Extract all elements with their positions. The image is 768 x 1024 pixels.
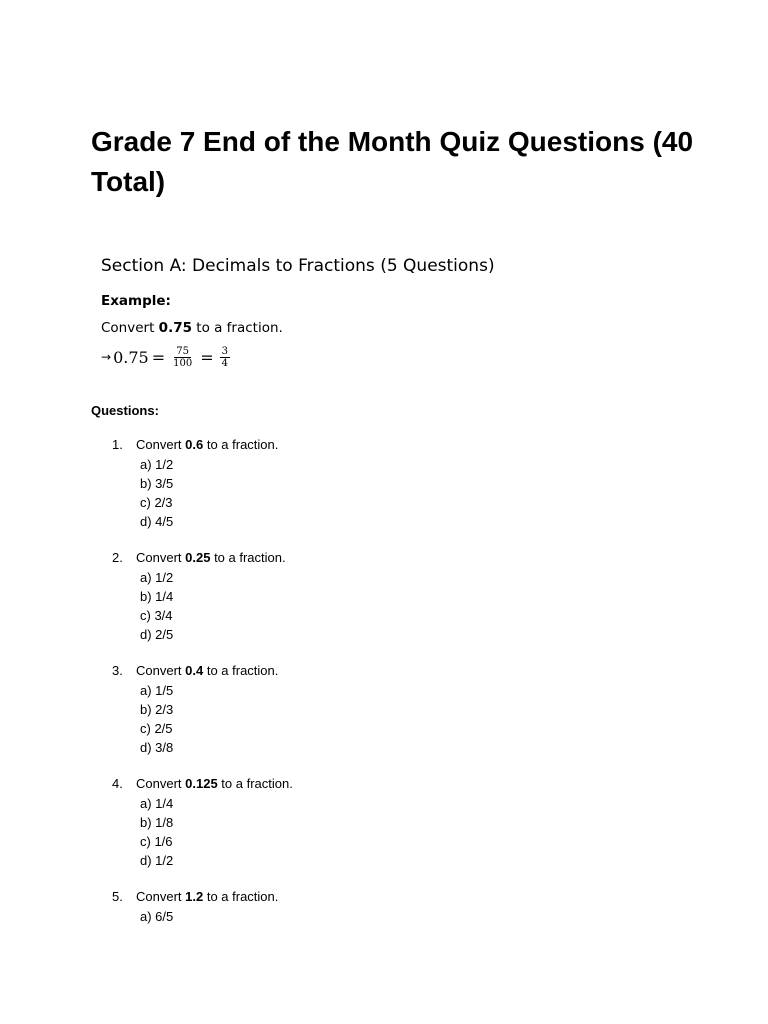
fraction-numerator: 3 <box>221 345 228 357</box>
arrow-icon: → <box>101 350 112 364</box>
question-number: 3. <box>112 663 123 678</box>
question-4 <box>112 774 512 870</box>
question-text: to a fraction. <box>203 663 279 678</box>
question-3 <box>112 661 512 757</box>
question-value: 0.25 <box>185 550 211 565</box>
question-text: to a fraction. <box>203 437 279 452</box>
question-text: Convert <box>136 437 186 452</box>
answer-option: a) 1/2 <box>140 457 174 472</box>
answer-option: d) 2/5 <box>140 627 174 642</box>
answer-option: d) 1/2 <box>140 853 174 868</box>
question-value: 0.4 <box>185 663 204 678</box>
answer-option: b) 2/3 <box>140 702 174 717</box>
answer-option: b) 3/5 <box>140 476 174 491</box>
question-text: Convert <box>136 663 186 678</box>
question-value: 0.125 <box>185 776 218 791</box>
answer-option: c) 3/4 <box>140 608 173 623</box>
answer-option: a) 1/5 <box>140 683 174 698</box>
question-text: Convert <box>136 550 186 565</box>
answer-options <box>112 568 512 644</box>
example-label: Example: <box>101 293 171 309</box>
question-number: 4. <box>112 776 123 791</box>
question-value: 1.2 <box>185 889 204 904</box>
fraction-denominator: 100 <box>173 357 193 369</box>
answer-option: d) 3/8 <box>140 740 174 755</box>
question-prompt <box>112 774 512 794</box>
page-title: Grade 7 End of the Month Quiz Questions (40 Total) <box>91 126 694 197</box>
questions-label: Questions: <box>91 403 159 418</box>
answer-options <box>112 907 512 926</box>
question-text: to a fraction. <box>210 550 286 565</box>
fraction-numerator: 75 <box>176 345 189 357</box>
question-text: to a fraction. <box>217 776 293 791</box>
question-text: to a fraction. <box>203 889 279 904</box>
question-text: Convert <box>136 889 186 904</box>
question-prompt <box>112 887 512 907</box>
question-1 <box>112 435 512 531</box>
answer-option: c) 2/3 <box>140 495 173 510</box>
answer-option: a) 6/5 <box>140 909 174 924</box>
answer-options <box>112 455 512 531</box>
example-decimal: 0.75 <box>113 347 149 367</box>
question-prompt <box>112 435 512 455</box>
question-value: 0.6 <box>185 437 204 452</box>
section-a-heading: Section A: Decimals to Fractions (5 Questions) <box>101 256 495 276</box>
question-5 <box>112 887 512 926</box>
answer-option: b) 1/4 <box>140 589 174 604</box>
question-2 <box>112 548 512 644</box>
answer-option: a) 1/2 <box>140 570 174 585</box>
equals-sign: = <box>200 347 214 367</box>
question-prompt <box>112 548 512 568</box>
example-prompt-before: Convert <box>101 320 159 336</box>
equals-sign: = <box>151 347 166 367</box>
question-prompt <box>112 661 512 681</box>
answer-option: c) 2/5 <box>140 721 173 736</box>
question-text: Convert <box>136 776 186 791</box>
answer-option: a) 1/4 <box>140 796 174 811</box>
answer-options <box>112 681 512 757</box>
question-number: 2. <box>112 550 123 565</box>
answer-option: d) 4/5 <box>140 514 174 529</box>
question-number: 5. <box>112 889 123 904</box>
example-prompt-value: 0.75 <box>158 320 192 336</box>
answer-options <box>112 794 512 870</box>
question-number: 1. <box>112 437 123 452</box>
answer-option: b) 1/8 <box>140 815 174 830</box>
answer-option: c) 1/6 <box>140 834 173 849</box>
fraction-denominator: 4 <box>221 357 228 369</box>
example-prompt-after: to a fraction. <box>191 320 283 336</box>
